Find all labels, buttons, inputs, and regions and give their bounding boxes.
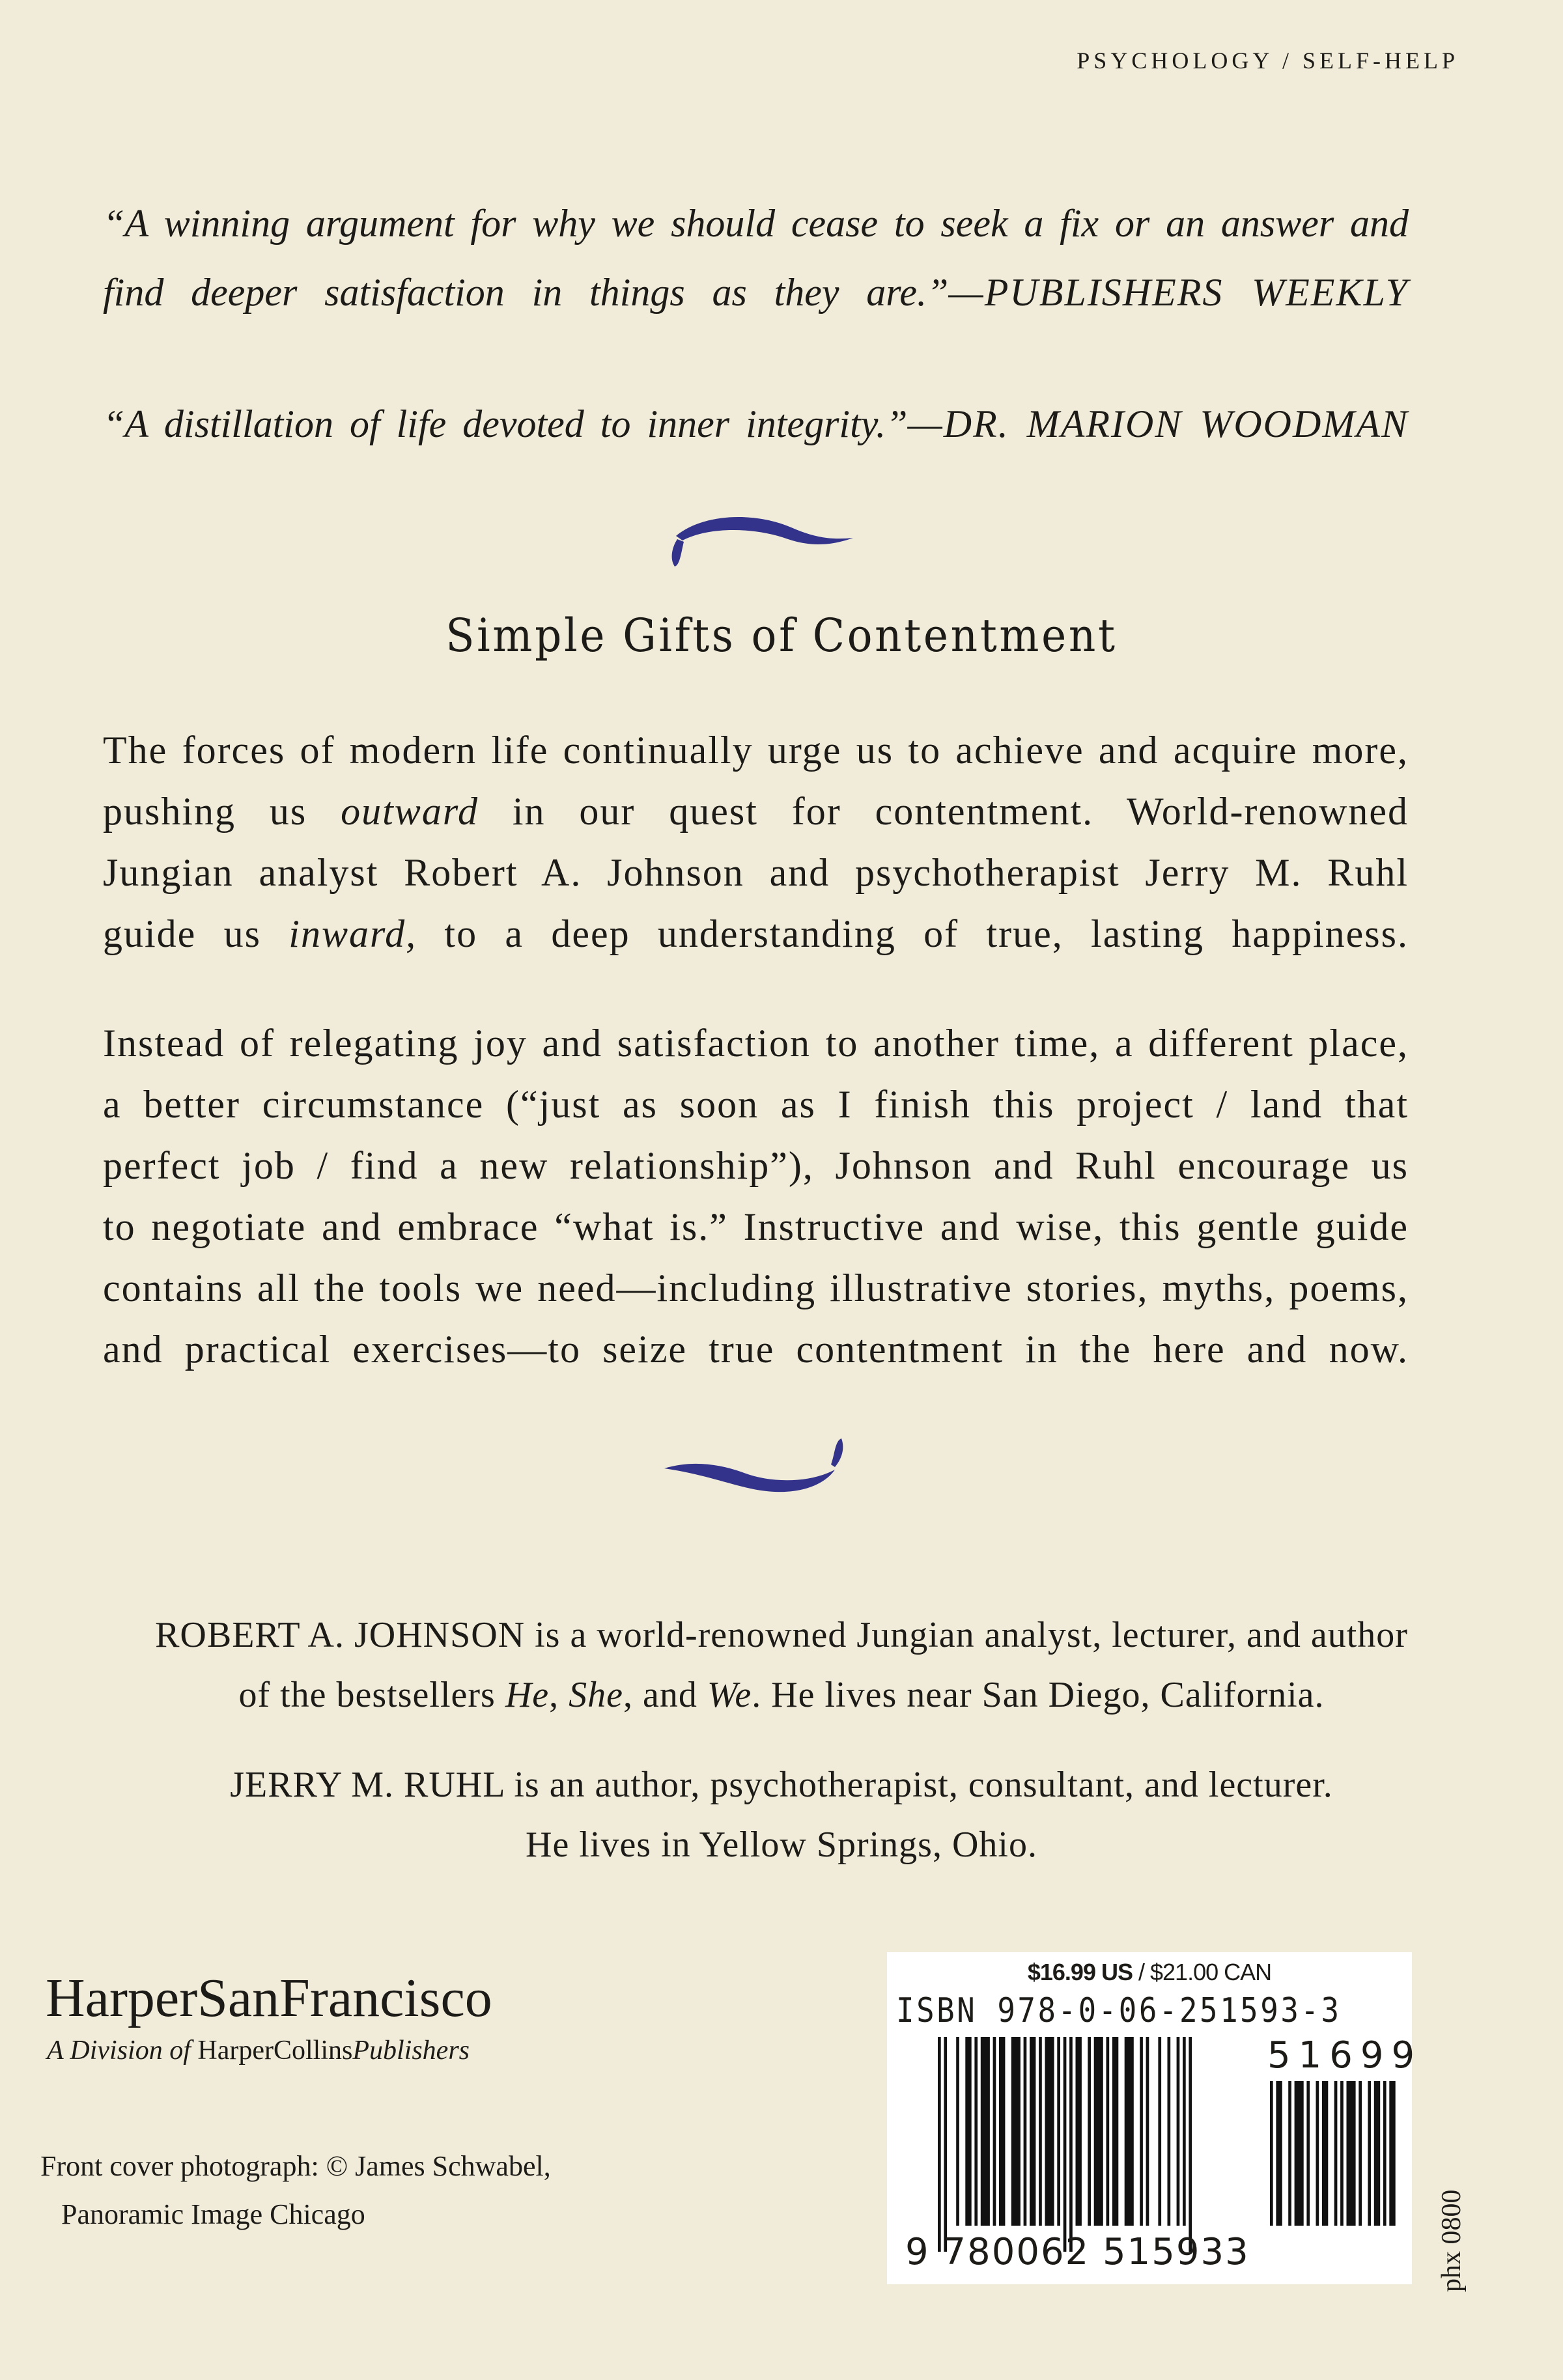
isbn-number: ISBN 978-0-06-251593-3 [896, 1991, 1342, 2030]
description-paragraph-1 [103, 720, 1409, 964]
book-title: He [505, 1675, 550, 1715]
text: A Division of [47, 2036, 198, 2065]
barcode-bar [1270, 2081, 1273, 2226]
barcode-bar [956, 2037, 959, 2226]
top-flourish-ornament-icon [658, 500, 853, 572]
barcode-bar [1383, 2081, 1387, 2226]
text: in our quest for contentment. World-renowned [478, 790, 1409, 833]
praise-quote-1-line-1: “A winning argument for why we should cease to seek a fix or an answer and [103, 202, 1409, 245]
emphasis: inward, [289, 912, 417, 955]
barcode-bar [1177, 2037, 1180, 2226]
text: / [1132, 1959, 1150, 1985]
desc-p2-line-6: and practical exercises—to seize true contentment in the here and now. [103, 1328, 1409, 1371]
barcode-bar [1069, 2037, 1073, 2252]
praise-quote-1-text: find deeper satisfaction in things as they are.” [103, 271, 949, 314]
price-can: $21.00 CAN [1150, 1959, 1272, 1985]
praise-attribution-1: —PUBLISHERS WEEKLY [948, 271, 1409, 314]
barcode-bar [1045, 2037, 1054, 2226]
barcode-bar [1322, 2081, 1328, 2226]
publisher-logo: HarperSanFrancisco [46, 1968, 492, 2028]
bio-johnson-line-2 [0, 1665, 1563, 1725]
barcode-bar [1334, 2081, 1338, 2226]
description-paragraph-2 [103, 1013, 1409, 1380]
barcode-bar [1316, 2081, 1319, 2226]
price-us: $16.99 US [1027, 1959, 1133, 1985]
barcode-bar [965, 2037, 971, 2226]
bio-ruhl-line-1: JERRY M. RUHL is an author, psychotherapist, consultant, and lecturer. [230, 1765, 1333, 1805]
desc-p1-line-3: Jungian analyst Robert A. Johnson and psychotherapist Jerry M. Ruhl [103, 851, 1409, 894]
desc-p1-line-2 [103, 781, 1409, 842]
text: , [549, 1675, 569, 1715]
barcode-bar [1347, 2081, 1356, 2226]
barcode-bar [1306, 2081, 1310, 2226]
photo-credit-line-2: Panoramic Image Chicago [61, 2198, 365, 2230]
desc-p1-line-4 [103, 903, 1409, 964]
barcode-bar [993, 2037, 996, 2226]
bottom-flourish-ornament-icon [664, 1429, 860, 1501]
barcode-bar [1094, 2037, 1103, 2226]
text: guide us [103, 912, 289, 955]
desc-p2-line-3: perfect job / find a new relationship”), Johnson and Ruhl encourage us [103, 1144, 1409, 1187]
publisher-division [47, 2035, 470, 2066]
author-bio-ruhl [0, 1755, 1563, 1875]
price-addon-code: 51699 [1267, 2034, 1423, 2077]
desc-p2-line-5: contains all the tools we need—including illustrative stories, myths, poems, [103, 1267, 1409, 1309]
book-title: We [707, 1675, 752, 1715]
text: pushing us [103, 790, 341, 833]
barcode-bar [1374, 2081, 1380, 2226]
barcode-bar [1276, 2081, 1282, 2226]
praise-quote-2-text: “A distillation of life devoted to inner integrity.” [103, 402, 908, 445]
barcode-bar [1024, 2037, 1027, 2226]
desc-p1-line-1: The forces of modern life continually urge us to achieve and acquire more, [103, 729, 1409, 772]
flourish-swash [664, 1464, 835, 1492]
bio-ruhl-line-2: He lives in Yellow Springs, Ohio. [526, 1825, 1037, 1865]
praise-quote-2-line-1 [103, 389, 1409, 458]
praise-quote-1-line-2 [103, 258, 1409, 327]
desc-p2-line-1: Instead of relegating joy and satisfaction to another time, a different place, [103, 1022, 1409, 1065]
text: of the bestsellers [238, 1675, 505, 1715]
imprint-code: phx 0800 [1437, 2189, 1467, 2292]
barcode-bar [981, 2037, 990, 2226]
barcode-bar [999, 2037, 1005, 2226]
text: , and [623, 1675, 707, 1715]
book-title: She [569, 1675, 623, 1715]
photo-credit-line-1: Front cover photograph: © James Schwabel, [40, 2150, 551, 2182]
desc-p2-line-2: a better circumstance (“just as soon as I finish this project / land that [103, 1083, 1409, 1126]
text: . He lives near San Diego, California. [752, 1675, 1325, 1715]
desc-p2-line-4: to negotiate and embrace “what is.” Instructive and wise, this gentle guide [103, 1205, 1409, 1248]
flourish-swash [676, 517, 853, 544]
flourish-tail [831, 1438, 843, 1467]
barcode-bar [1076, 2037, 1082, 2226]
barcode-bar [1359, 2081, 1362, 2226]
barcode-bar [1146, 2037, 1149, 2226]
barcode-bar [1106, 2037, 1110, 2226]
barcode-bar [1030, 2037, 1035, 2226]
barcode-bar [1295, 2081, 1304, 2226]
barcode-bar [1088, 2037, 1091, 2226]
barcode-bar [1039, 2037, 1042, 2226]
text: HarperCollins [197, 2036, 353, 2065]
text: to a deep understanding of true, lasting happiness. [417, 912, 1409, 955]
barcode-bar [938, 2037, 941, 2252]
category-label: PSYCHOLOGY / SELF-HELP [1077, 48, 1459, 74]
barcode-bar [1183, 2037, 1186, 2226]
barcode-bar [1368, 2081, 1371, 2226]
flourish-tail [672, 539, 684, 567]
ean-digits: 9 780062 515933 [905, 2231, 1250, 2273]
barcode-bar [1057, 2037, 1060, 2226]
barcode-bar [1158, 2037, 1161, 2226]
praise-quote-1 [103, 189, 1409, 327]
barcode-bar [1125, 2037, 1134, 2226]
author-bio-johnson [0, 1605, 1563, 1725]
barcode-bar [1063, 2037, 1067, 2252]
barcode-bar [1168, 2037, 1171, 2226]
emphasis: outward [341, 790, 479, 833]
praise-attribution-2: —DR. MARION WOODMAN [907, 402, 1409, 445]
barcode-bar [1011, 2037, 1021, 2226]
praise-quote-2 [103, 389, 1409, 458]
barcode-panel [887, 1952, 1423, 2284]
photo-credit [40, 2142, 551, 2239]
barcode-bar [1140, 2037, 1143, 2226]
barcode-bar [1340, 2081, 1344, 2226]
barcode-bar [1288, 2081, 1291, 2226]
barcode-bar [974, 2037, 978, 2226]
section-heading: Simple Gifts of Contentment [445, 609, 1118, 662]
text: Publishers [352, 2036, 470, 2065]
barcode-bar [1189, 2037, 1192, 2252]
barcode-bar [1112, 2037, 1118, 2226]
bio-johnson-line-1: ROBERT A. JOHNSON is a world-renowned Jungian analyst, lecturer, and author [155, 1615, 1408, 1655]
barcode-bar [1389, 2081, 1395, 2226]
barcode-bar [944, 2037, 947, 2252]
